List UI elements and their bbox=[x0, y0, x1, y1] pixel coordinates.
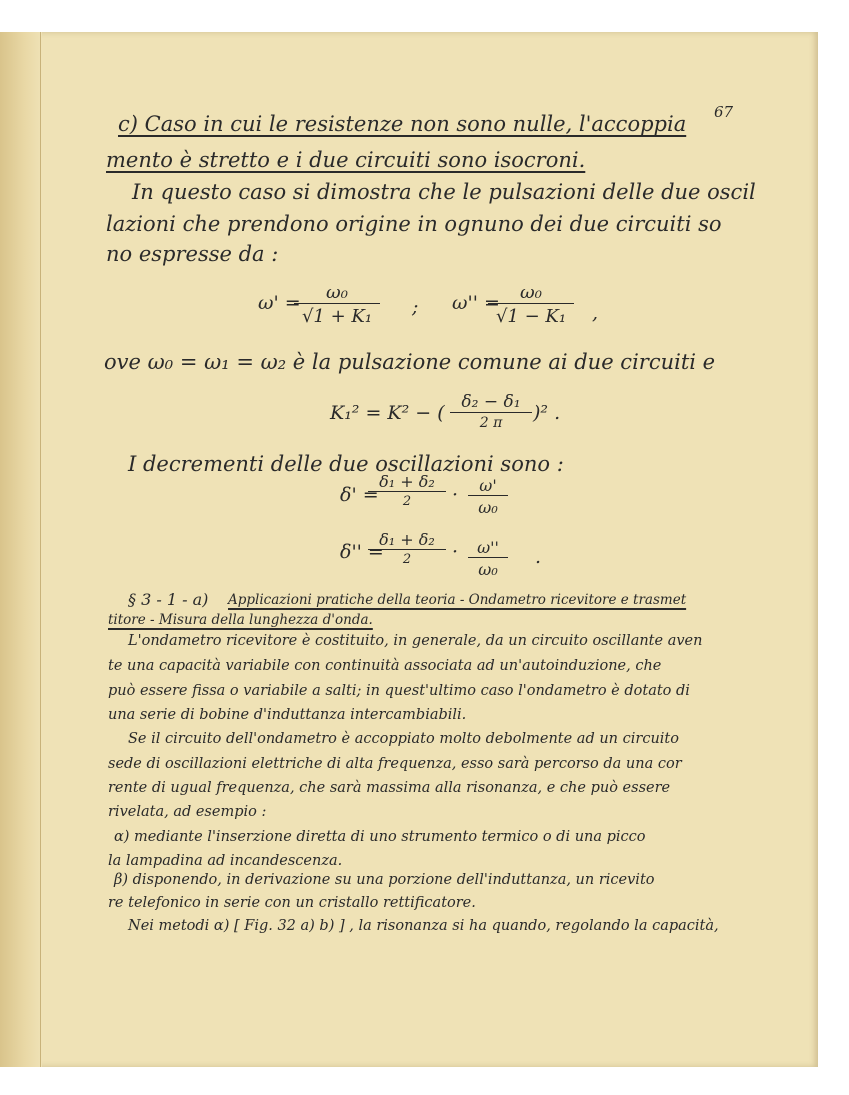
body-line: rivelata, ad esempio : bbox=[108, 804, 267, 820]
section-c-heading-line2: mento è stretto e i due circuiti sono isocroni. bbox=[106, 148, 586, 172]
decrementi-line: I decrementi delle due oscillazioni sono : bbox=[128, 452, 564, 476]
fraction-numerator: ω' bbox=[479, 476, 497, 495]
paragraph-line: In questo caso si dimostra che le pulsazioni delle due oscil bbox=[132, 180, 756, 204]
paragraph-line: no espresse da : bbox=[106, 242, 279, 266]
equation-omega-double-prime-fraction bbox=[488, 282, 574, 327]
equation-k1-fraction bbox=[450, 392, 532, 431]
equation-delta-double-prime-fraction1 bbox=[368, 530, 446, 567]
fraction-denominator: ω₀ bbox=[468, 495, 508, 517]
body-line: sede di oscillazioni elettriche di alta frequenza, esso sarà percorso da una cor bbox=[108, 756, 682, 772]
fraction-denominator: 2 bbox=[368, 491, 446, 509]
body-line: può essere fissa o variabile a salti; in quest'ultimo caso l'ondametro è dotato di bbox=[108, 683, 690, 699]
fraction-denominator: √1 + K₁ bbox=[294, 303, 380, 327]
body-line: Se il circuito dell'ondametro è accoppiato molto debolmente ad un circuito bbox=[128, 731, 679, 747]
section-c-heading-line1: c) Caso in cui le resistenze non sono nulle, l'accoppia bbox=[118, 112, 687, 136]
fraction-numerator: ω'' bbox=[477, 538, 499, 557]
section-3-heading-line2: titore - Misura della lunghezza d'onda. bbox=[108, 612, 373, 628]
body-line: Nei metodi α) [ Fig. 32 a) b) ] , la risonanza si ha quando, regolando la capacità, bbox=[128, 918, 719, 934]
section-3-number: § 3 - 1 - a) bbox=[128, 590, 209, 609]
equation-dot: · bbox=[452, 484, 459, 506]
equation-comma: , bbox=[592, 302, 599, 324]
equation-k1-rhs: )² . bbox=[533, 402, 561, 424]
equation-omega-prime-fraction bbox=[294, 282, 380, 327]
fraction-numerator: δ₁ + δ₂ bbox=[379, 530, 435, 549]
body-line: una serie di bobine d'induttanza intercambiabili. bbox=[108, 707, 467, 723]
fraction-numerator: ω₀ bbox=[326, 282, 348, 303]
equation-omega-prime-lhs: ω' = bbox=[258, 292, 301, 314]
body-line: β) disponendo, in derivazione su una porzione dell'induttanza, un ricevito bbox=[114, 872, 655, 888]
page-fold bbox=[40, 32, 41, 1067]
equation-separator: ; bbox=[412, 296, 419, 318]
fraction-numerator: ω₀ bbox=[520, 282, 542, 303]
body-line: te una capacità variabile con continuità associata ad un'autoinduzione, che bbox=[108, 658, 662, 674]
binding-gutter bbox=[0, 32, 42, 1067]
section-3-heading-line1: Applicazioni pratiche della teoria - Ondametro ricevitore e trasmet bbox=[228, 592, 687, 608]
equation-dot: · bbox=[452, 541, 459, 563]
paragraph-line: lazioni che prendono origine in ognuno dei due circuiti so bbox=[106, 212, 722, 236]
fraction-numerator: δ₂ − δ₁ bbox=[461, 392, 521, 412]
body-line: re telefonico in serie con un cristallo rettificatore. bbox=[108, 895, 476, 911]
body-line: L'ondametro ricevitore è costituito, in generale, da un circuito oscillante aven bbox=[128, 633, 703, 649]
fraction-numerator: δ₁ + δ₂ bbox=[379, 472, 435, 491]
fraction-denominator: ω₀ bbox=[468, 557, 508, 579]
page-number: 67 bbox=[714, 103, 734, 121]
ove-line: ove ω₀ = ω₁ = ω₂ è la pulsazione comune ai due circuiti e bbox=[104, 350, 716, 374]
fraction-denominator: 2 π bbox=[450, 412, 532, 431]
equation-delta-double-prime-fraction2 bbox=[468, 538, 508, 579]
fraction-denominator: √1 − K₁ bbox=[488, 303, 574, 327]
equation-delta-prime-fraction1 bbox=[368, 472, 446, 509]
equation-delta-prime-lhs: δ' = bbox=[340, 484, 379, 506]
equation-k1-lhs: K₁² = K² − ( bbox=[330, 402, 445, 424]
body-line: la lampadina ad incandescenza. bbox=[108, 853, 343, 869]
equation-delta-prime-fraction2 bbox=[468, 476, 508, 517]
body-line: rente di ugual frequenza, che sarà massima alla risonanza, e che può essere bbox=[108, 780, 671, 796]
equation-delta-double-prime-lhs: δ'' = bbox=[340, 541, 384, 563]
fraction-denominator: 2 bbox=[368, 549, 446, 567]
equation-period: . bbox=[535, 546, 542, 568]
equation-omega-double-prime-lhs: ω'' = bbox=[452, 292, 500, 314]
body-line: α) mediante l'inserzione diretta di uno strumento termico o di una picco bbox=[114, 829, 646, 845]
